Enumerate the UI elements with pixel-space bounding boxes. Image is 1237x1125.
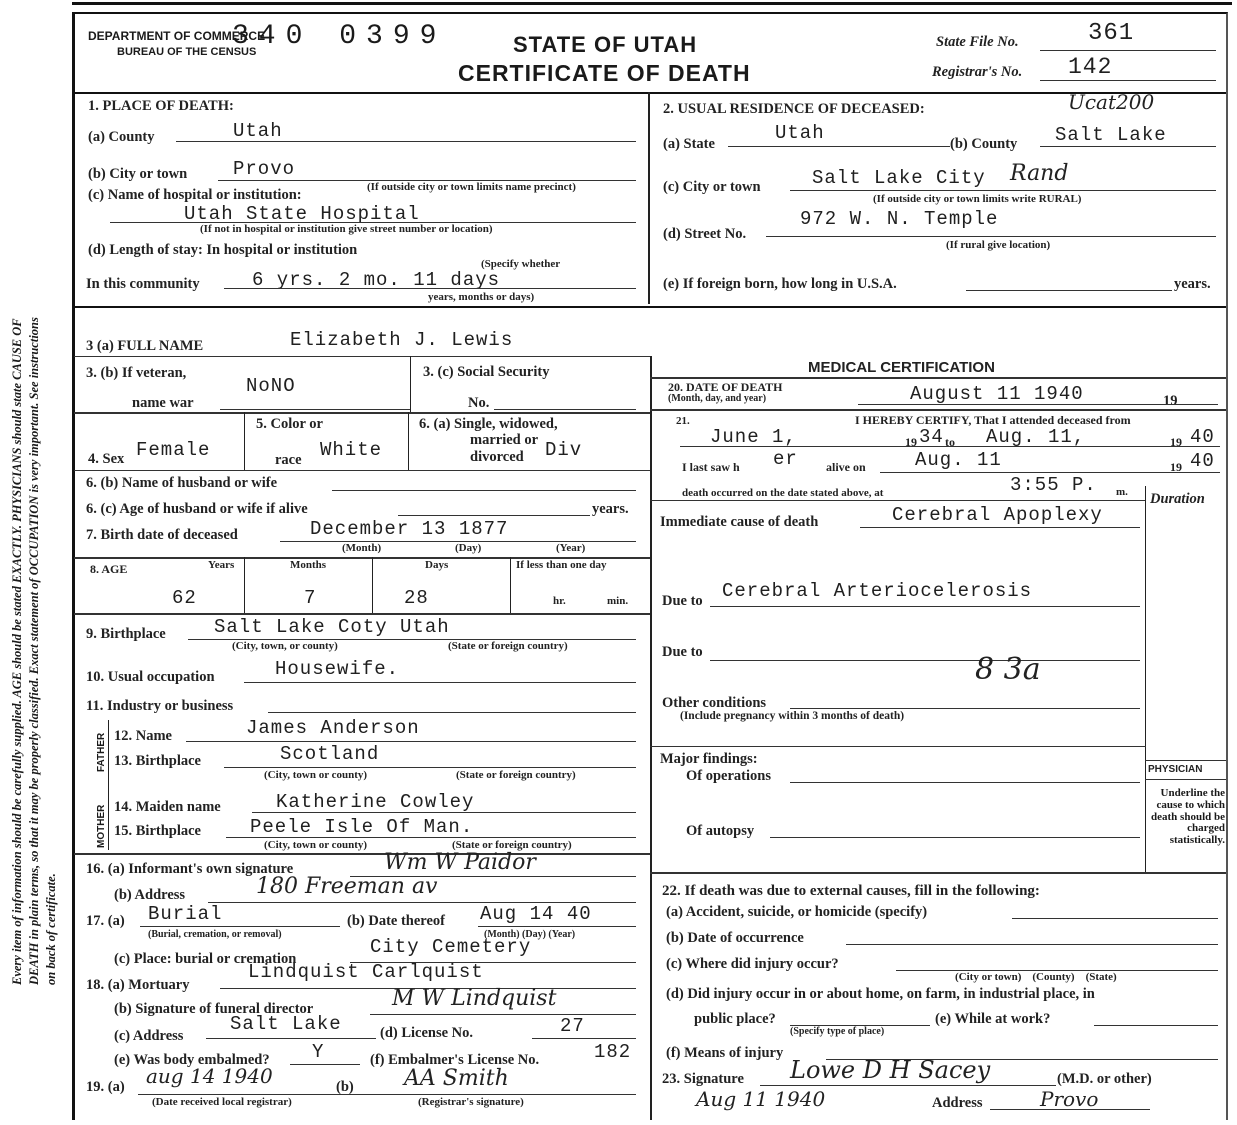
res-county-line [1040, 146, 1216, 147]
physician-tag: PHYSICIAN [1148, 764, 1203, 775]
age-years-label: Years [208, 559, 235, 571]
underline-note: Underline the cause to which death should be charged statistically. [1151, 787, 1225, 847]
mother-birthplace-line [226, 837, 636, 838]
certify-num: 21. [676, 415, 690, 427]
immediate-label: Immediate cause of death [660, 514, 819, 530]
city-label: (b) City or town [88, 166, 188, 182]
age-years-value: 62 [172, 587, 197, 609]
father-city: (City, town or county) [264, 769, 368, 781]
burial-date-line [478, 926, 636, 927]
occurrence-label: (b) Date of occurrence [666, 930, 804, 946]
veteran-line [220, 409, 410, 410]
license-value: 27 [560, 1015, 585, 1037]
director-signature: M W Lindquist [392, 986, 557, 1011]
bureau-label: BUREAU OF THE CENSUS [117, 46, 257, 58]
header-rule [74, 92, 1226, 94]
county-label: (a) County [88, 129, 155, 145]
father-state: (State or foreign country) [456, 769, 576, 781]
res-foreign-label: (e) If foreign born, how long in U.S.A. [663, 276, 897, 292]
veteran-value: NoNO [246, 375, 296, 397]
physician-rule2 [1145, 779, 1226, 780]
hospital-label: (c) Name of hospital or institution: [88, 187, 302, 203]
death-date-19: 19 [1163, 393, 1178, 409]
residence-heading: 2. USUAL RESIDENCE OF DECEASED: [663, 101, 925, 117]
external-rule [650, 872, 1226, 874]
father-tag: FATHER [96, 732, 107, 772]
means-label: (f) Means of injury [666, 1045, 784, 1061]
mother-birthplace-label: 15. Birthplace [114, 823, 201, 839]
res-street-line [766, 236, 1216, 237]
dept-label: DEPARTMENT OF COMMERCE [88, 29, 266, 43]
ssn-label: 3. (c) Social Security [423, 364, 550, 380]
public-label: public place? [694, 1011, 776, 1027]
death-date-line [858, 404, 1218, 405]
operations-line [790, 782, 1140, 783]
res-street-label: (d) Street No. [663, 226, 747, 242]
received-note: (Date received local registrar) [152, 1096, 292, 1108]
certificate-title: CERTIFICATE OF DEATH [458, 60, 751, 86]
mother-name-value: Katherine Cowley [276, 791, 475, 813]
address-value: 180 Freeman av [256, 874, 438, 899]
attended-to: Aug. 11, [986, 426, 1086, 448]
mother-city: (City, town or county) [264, 839, 368, 851]
attended-from-year: 34 [919, 426, 944, 448]
race-value: White [320, 439, 383, 461]
race-divider [408, 412, 409, 470]
attended-from: June 1, [710, 426, 797, 448]
other-mark: 8 3a [975, 652, 1041, 687]
father-name-value: James Anderson [246, 717, 420, 739]
ssn-label2: No. [468, 395, 490, 411]
ssn-line [494, 409, 636, 410]
age-min: min. [607, 595, 629, 607]
where-note: (City or town) (County) (State) [955, 971, 1117, 983]
certify-text: I HEREBY CERTIFY, That I attended deceased from [855, 413, 1131, 427]
received-b: (b) [336, 1079, 354, 1095]
director-label: (b) Signature of funeral director [114, 1001, 314, 1017]
res-state-value: Utah [775, 122, 825, 144]
res-city-line [790, 190, 1216, 191]
side-note-line1: Every item of information should be carefully supplied. AGE should be stated EXACTLY. PHYSICIANS should state CAUSE OF [10, 318, 24, 985]
occupation-label: 10. Usual occupation [86, 669, 215, 685]
death-date-note: (Month, day, and year) [668, 393, 767, 404]
registrar-value: 142 [1068, 54, 1113, 80]
color-label: 5. Color or [256, 416, 323, 432]
due1-value: Cerebral Arteriocelerosis [722, 580, 1033, 602]
immediate-line [860, 527, 1140, 528]
occupation-value: Housewife. [275, 658, 400, 680]
res-street-note: (If rural give location) [946, 239, 1051, 251]
attended-from-19: 19 [905, 435, 917, 449]
other-note: (Include pregnancy within 3 months of death) [680, 710, 905, 722]
age-days-value: 28 [404, 587, 429, 609]
place-label: (c) Place: burial or cremation [114, 951, 297, 967]
mother-birthplace-value: Peele Isle Of Man. [250, 816, 474, 838]
full-name-line [74, 356, 650, 357]
occupation-line [244, 682, 636, 683]
medical-heading: MEDICAL CERTIFICATION [808, 359, 995, 376]
immediate-value: Cerebral Apoplexy [892, 504, 1103, 526]
stay-label: (d) Length of stay: In hospital or institution [88, 242, 358, 258]
birth-month: (Month) [342, 542, 382, 554]
age-div2 [372, 557, 373, 613]
death-occurred-label: death occurred on the date stated above, at [682, 487, 884, 499]
column-divider-top [648, 92, 650, 304]
embalmer-value: 182 [594, 1041, 632, 1063]
autopsy-line [770, 837, 1140, 838]
husband-line [332, 490, 636, 491]
findings-rule [650, 746, 1146, 747]
res-city-value: Salt Lake City [812, 167, 986, 189]
mortuary-value: Lindquist Carlquist [248, 961, 484, 983]
occurrence-line [846, 944, 1218, 945]
birth-day: (Day) [455, 542, 482, 554]
last-saw-line [880, 472, 1220, 473]
top-edge [72, 2, 1232, 5]
burial-value: Burial [148, 903, 223, 925]
address-label: (b) Address [114, 887, 186, 903]
full-name-label: 3 (a) FULL NAME [86, 338, 204, 354]
maddress-line [206, 1038, 376, 1039]
work-label: (e) While at work? [935, 1011, 1051, 1027]
death-date-label: 20. DATE OF DEATH [668, 380, 783, 394]
industry-label: 11. Industry or business [86, 698, 234, 714]
due1-label: Due to [662, 593, 703, 609]
veteran-row-rule [74, 412, 650, 414]
mother-name-line [252, 812, 636, 813]
attended-line [680, 446, 1220, 447]
community-line [224, 288, 636, 289]
due2-label: Due to [662, 644, 703, 660]
license-label: (d) License No. [380, 1025, 474, 1041]
father-birthplace-value: Scotland [280, 743, 380, 765]
res-city-label: (c) City or town [663, 179, 761, 195]
hospital-note2: (If not in hospital or institution give street number or location) [200, 223, 493, 235]
burial-note: (Burial, cremation, or removal) [148, 929, 282, 940]
burial-date-value: Aug 14 40 [480, 903, 592, 925]
birthplace-state: (State or foreign country) [448, 640, 568, 652]
duration-divider [1145, 486, 1146, 872]
age-div1 [244, 557, 245, 613]
res-county-value: Salt Lake [1055, 124, 1167, 146]
death-date-rule [650, 409, 1226, 411]
major-label: Major findings: [660, 751, 758, 767]
death-time-m: m. [1116, 486, 1128, 498]
birthplace-value: Salt Lake Coty Utah [214, 616, 450, 638]
column-divider-bottom [650, 356, 652, 1120]
res-state-label: (a) State [663, 136, 715, 152]
state-file-line [1040, 50, 1216, 51]
hospital-note: (If outside city or town limits name precinct) [367, 181, 576, 193]
father-birthplace-line [224, 767, 636, 768]
place-of-death-heading: 1. PLACE OF DEATH: [88, 98, 234, 114]
state-title: STATE OF UTAH [513, 32, 698, 57]
autopsy-label: Of autopsy [686, 823, 755, 839]
accident-line [1012, 918, 1218, 919]
signature-label: 23. Signature [662, 1071, 744, 1087]
operations-label: Of operations [686, 768, 771, 784]
informant-label: 16. (a) Informant's own signature [86, 861, 294, 877]
res-street-value: 972 W. N. Temple [800, 208, 999, 230]
age-less-label: If less than one day [516, 559, 607, 571]
veteran-label: 3. (b) If veteran, [86, 365, 187, 381]
registrar-line [1040, 80, 1216, 81]
father-name-label: 12. Name [114, 728, 172, 744]
duration-label: Duration [1150, 491, 1205, 507]
due2-line [710, 660, 1140, 661]
marital-label3: divorced [470, 449, 524, 465]
due1-line [710, 606, 1140, 607]
physician-rule [1145, 760, 1226, 761]
received-label: 19. (a) [86, 1079, 125, 1095]
other-label: Other conditions [662, 695, 767, 711]
side-note-line3: on back of certificate. [44, 873, 58, 985]
ymd-note: years, months or days) [428, 291, 535, 303]
age-months-value: 7 [304, 587, 317, 609]
mortuary-label: 18. (a) Mortuary [86, 977, 190, 993]
place-type-note: (Specify type of place) [790, 1026, 885, 1037]
mother-state: (State or foreign country) [452, 839, 572, 851]
residence-mark: Ucat200 [1068, 90, 1155, 114]
medical-heading-rule [650, 377, 1226, 379]
death-time-value: 3:55 P. [1010, 474, 1097, 496]
received-line [138, 1094, 636, 1095]
mother-name-label: 14. Maiden name [114, 799, 221, 815]
age-hr: hr. [553, 595, 566, 607]
sig-address-value: Provo [1040, 1087, 1099, 1111]
signature-line [760, 1085, 1056, 1086]
county-line [176, 141, 636, 142]
father-birthplace-label: 13. Birthplace [114, 753, 201, 769]
attended-to-label: to [945, 435, 955, 449]
external-heading: 22. If death was due to external causes, fill in the following: [662, 883, 1040, 899]
work-line [1094, 1025, 1218, 1026]
industry-line [268, 712, 636, 713]
place-value: City Cemetery [370, 936, 532, 958]
license-line [532, 1038, 636, 1039]
attended-to-year: 40 [1190, 426, 1215, 448]
birth-label: 7. Birth date of deceased [86, 527, 238, 543]
burial-label: 17. (a) [86, 913, 125, 929]
parents-rule [74, 853, 650, 855]
burial-date-label: (b) Date thereof [347, 913, 445, 929]
death-occurred-rule [650, 500, 1146, 501]
alive-on-label: alive on [826, 460, 866, 474]
last-saw-er: er [773, 448, 798, 470]
signature-date: Aug 11 1940 [696, 1087, 826, 1111]
last-saw-year: 40 [1190, 450, 1215, 472]
stamp-number: 340 0399 [232, 21, 447, 52]
age-label: 8. AGE [90, 562, 128, 576]
husband-label: 6. (b) Name of husband or wife [86, 475, 278, 491]
sig-address-line [990, 1109, 1150, 1110]
mother-tag: MOTHER [96, 804, 107, 848]
last-saw-label: I last saw h [682, 460, 740, 474]
res-county-label: (b) County [950, 136, 1018, 152]
husband-years: years. [592, 501, 629, 517]
other-line [790, 708, 1140, 709]
veteran-label2: name war [132, 395, 194, 411]
state-file-label: State File No. [936, 34, 1019, 50]
informant-signature: Wm W Paidor [384, 850, 536, 875]
attended-to-19: 19 [1170, 435, 1182, 449]
res-city-mark: Rand [1010, 161, 1069, 186]
hospital-value: Utah State Hospital [184, 203, 420, 225]
mid-rule [74, 306, 1226, 308]
age-div3 [510, 557, 511, 613]
embalmed-label: (e) Was body embalmed? [114, 1052, 270, 1068]
full-name-value: Elizabeth J. Lewis [290, 329, 514, 351]
community-label: In this community [86, 276, 200, 292]
res-state-line [728, 146, 950, 147]
maddress-label: (c) Address [114, 1028, 184, 1044]
maddress-value: Salt Lake [230, 1013, 342, 1035]
res-city-note: (If outside city or town limits write RURAL) [873, 193, 1082, 205]
accident-label: (a) Accident, suicide, or homicide (specify) [666, 904, 928, 920]
sex-value: Female [136, 439, 211, 461]
embalmer-label: (f) Embalmer's License No. [370, 1052, 540, 1068]
where-label: (c) Where did injury occur? [666, 956, 839, 972]
age-months-label: Months [290, 559, 327, 571]
embalmed-value: Y [312, 1041, 325, 1063]
specify-note: (Specify whether [481, 258, 561, 270]
race-label: race [275, 452, 302, 468]
husband-age-line [398, 515, 590, 516]
parents-bracket [108, 720, 109, 850]
marital-value: Div [545, 439, 583, 461]
res-years: years. [1174, 276, 1211, 292]
burial-line [140, 926, 340, 927]
death-date-value: August 11 1940 [910, 383, 1084, 405]
husband-age-label: 6. (c) Age of husband or wife if alive [86, 501, 308, 517]
age-row-rule [74, 613, 650, 615]
director-line [370, 1014, 636, 1015]
embalmed-line [290, 1064, 360, 1065]
marital-label: 6. (a) Single, widowed, [419, 416, 558, 432]
burial-date-note: (Month) (Day) (Year) [484, 929, 576, 940]
sex-label: 4. Sex [88, 451, 125, 467]
birth-year: (Year) [556, 542, 586, 554]
sex-divider [244, 412, 245, 470]
city-value: Provo [233, 158, 296, 180]
state-file-value: 361 [1088, 20, 1135, 47]
last-saw-19: 19 [1170, 460, 1182, 474]
side-note-line2: DEATH in plain terms, so that it may be properly classified. Exact statement of OCCUPATION is very important. See instructions [27, 317, 41, 985]
community-value: 6 yrs. 2 mo. 11 days [252, 269, 501, 291]
sex-row-rule [74, 470, 650, 471]
birth-value: December 13 1877 [310, 518, 509, 540]
physician-signature: Lowe D H Sacey [790, 1056, 991, 1084]
veteran-divider [410, 356, 411, 412]
birthplace-label: 9. Birthplace [86, 626, 166, 642]
home-label: (d) Did injury occur in or about home, on farm, in industrial place, in [666, 986, 1095, 1002]
registrar-signature: AA Smith [404, 1066, 509, 1091]
birthplace-city: (City, town, or county) [232, 640, 338, 652]
res-foreign-line [966, 290, 1172, 291]
county-value: Utah [233, 120, 283, 142]
marital-label2: married or [470, 432, 539, 448]
last-saw-value: Aug. 11 [915, 449, 1002, 471]
received-value: aug 14 1940 [146, 1064, 273, 1088]
registrar-note: (Registrar's signature) [418, 1096, 524, 1108]
age-days-label: Days [425, 559, 449, 571]
sig-address-label: Address [932, 1095, 983, 1111]
father-name-line [186, 741, 636, 742]
md-label: (M.D. or other) [1057, 1071, 1152, 1087]
registrar-label: Registrar's No. [932, 64, 1023, 80]
